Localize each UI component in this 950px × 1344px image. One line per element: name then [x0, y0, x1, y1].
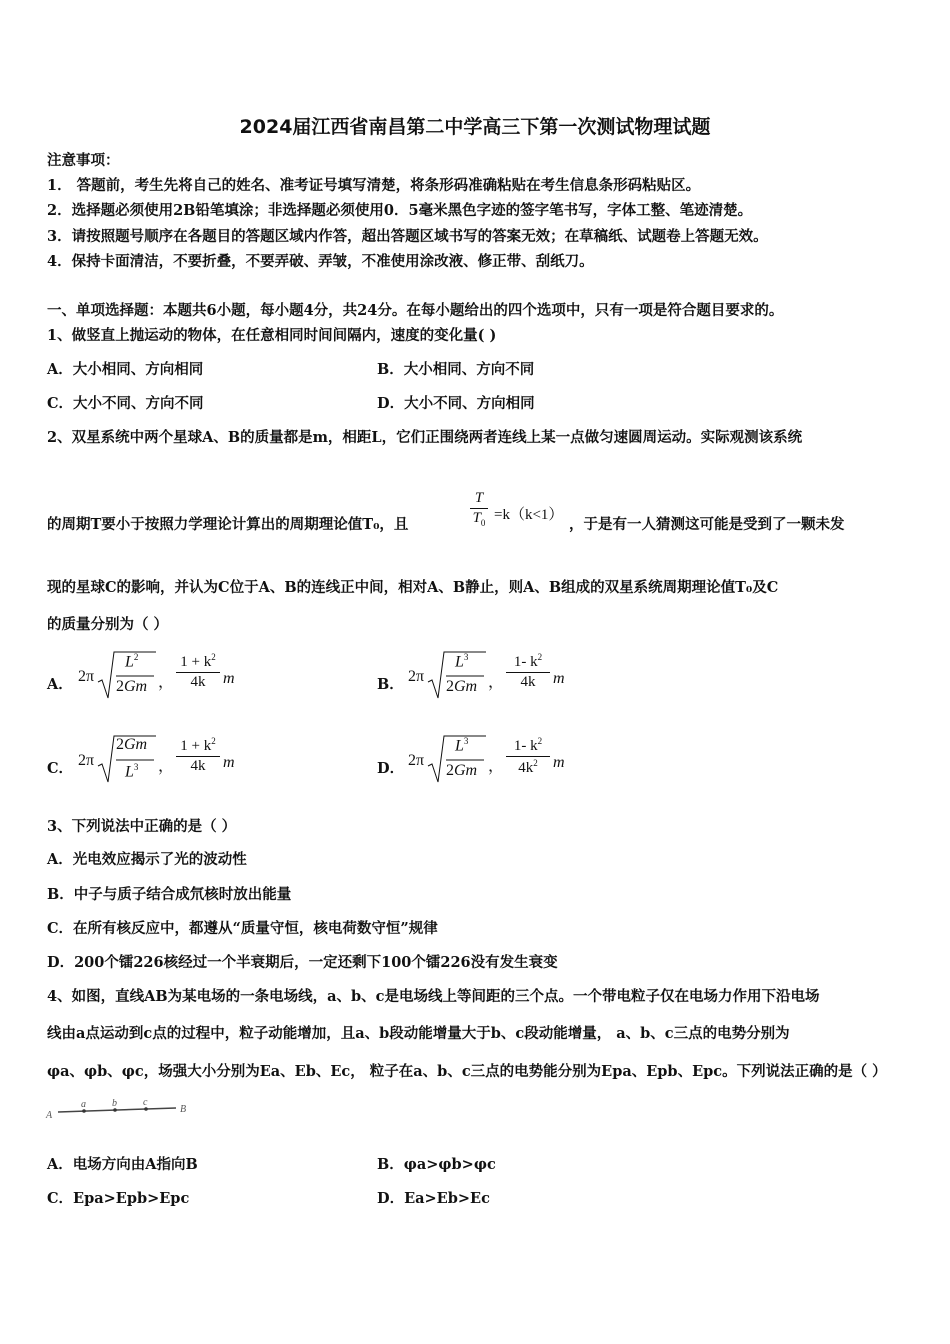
- q2-option-b-2pi: 2π: [408, 668, 425, 685]
- q2-line-1: 2、双星系统中两个星球A、B的质量都是m，相距L，它们正围绕两者连线上某一点做匀速圆周运动。实际观测该系统: [47, 429, 803, 446]
- q4-field-line-figure: [44, 1097, 194, 1121]
- q4-line-1: 4、如图，直线AB为某电场的一条电场线，a、b、c是电场线上等间距的三个点。一个带电粒子仅在电场力作用下沿电场: [47, 988, 820, 1005]
- q2-option-b-sqrt-num: $L^3$: [455, 652, 469, 671]
- q2-option-d-label: D．: [377, 760, 405, 777]
- q2-option-d-2pi: 2π: [408, 752, 425, 769]
- q3-option-a: A．光电效应揭示了光的波动性: [47, 851, 247, 868]
- q2-option-b-frac: 1- $k^2$ 4k: [506, 652, 550, 691]
- q2-ratio-fraction: T $T_0$: [470, 490, 488, 528]
- q1-option-a: A．大小相同、方向相同: [47, 361, 204, 378]
- q2-option-b-sqrt-den: 2Gm: [446, 678, 478, 695]
- q2-option-d-sqrt-num: $L^3$: [455, 736, 469, 755]
- q2-option-a-2pi: 2π: [78, 668, 95, 685]
- notice-item-4: 4．保持卡面清洁，不要折叠，不要弄破、弄皱，不准使用涂改液、修正带、刮纸刀。: [47, 253, 594, 270]
- notice-item-2: 2．选择题必须使用2B铅笔填涂；非选择题必须使用0．5毫米黑色字迹的签字笔书写，字体工整、笔迹清楚。: [47, 202, 753, 219]
- figure-label-c: c: [143, 1097, 148, 1108]
- q3-option-b: B．中子与质子结合成氘核时放出能量: [47, 886, 292, 903]
- figure-label-A: A: [46, 1110, 53, 1121]
- q2-option-b-m: m: [553, 670, 565, 687]
- q2-option-c-label: C．: [47, 760, 74, 777]
- q2-option-a-sqrt-num: $L^2$: [125, 652, 139, 671]
- page-title: 2024届江西省南昌第二中学高三下第一次测试物理试题: [239, 116, 711, 138]
- q2-line-4: 的质量分别为（ ）: [47, 616, 169, 633]
- q3-stem: 3、下列说法中正确的是（ ）: [47, 818, 237, 835]
- q2-option-b-comma: ，: [488, 674, 505, 691]
- q1-stem: 1、做竖直上抛运动的物体，在任意相同时间间隔内，速度的变化量( ): [47, 327, 497, 344]
- q2-line-2a: 的周期T要小于按照力学理论计算出的周期理论值T₀，且: [47, 516, 409, 533]
- q2-option-a-label: A．: [47, 676, 73, 693]
- q3-option-d: D．200个镭226核经过一个半衰期后，一定还剩下100个镭226没有发生衰变: [47, 954, 558, 971]
- q2-option-d-m: m: [553, 754, 565, 771]
- notice-item-1: 1． 答题前，考生先将自己的姓名、准考证号填写清楚，将条形码准确粘贴在考生信息条形码粘贴区。: [47, 177, 701, 194]
- q4-line-3: φa、φb、φc，场强大小分别为Ea、Eb、Ec， 粒子在a、b、c三点的电势能分别为Epa、Epb、Epc。下列说法正确的是（ ）: [47, 1063, 887, 1080]
- q2-option-d-sqrt-den: 2Gm: [446, 762, 478, 779]
- q4-line-2: 线由a点运动到c点的过程中，粒子动能增加，且a、b段动能增量大于b、c段动能增量， a、b、c三点的电势分别为: [47, 1025, 790, 1042]
- figure-label-a: a: [81, 1099, 86, 1110]
- q2-option-b-label: B．: [377, 676, 404, 693]
- q2-option-c-frac: $1 + k^2$ 4k: [176, 736, 220, 775]
- q2-option-c-2pi: 2π: [78, 752, 95, 769]
- q4-option-b: B．φa>φb>φc: [377, 1156, 496, 1173]
- notice-heading: 注意事项：: [47, 152, 120, 169]
- q1-option-b: B．大小相同、方向不同: [377, 361, 535, 378]
- q2-ratio-rhs: =k（k<1）: [494, 507, 564, 523]
- q1-option-d: D．大小不同、方向相同: [377, 395, 535, 412]
- q2-option-c-comma: ，: [158, 758, 175, 775]
- q2-option-d-frac: 1- $k^2$ $4k^2$: [506, 736, 550, 777]
- q4-option-a: A．电场方向由A指向B: [47, 1156, 198, 1173]
- q1-option-c: C．大小不同、方向不同: [47, 395, 204, 412]
- notice-item-3: 3．请按照题号顺序在各题目的答题区域内作答，超出答题区域书写的答案无效；在草稿纸、试题卷上答题无效。: [47, 228, 768, 245]
- q2-option-a-sqrt-den: 2Gm: [116, 678, 148, 695]
- q2-option-c-sqrt-num: 2Gm: [116, 736, 148, 753]
- q4-option-c: C．Epa>Epb>Epc: [47, 1190, 190, 1207]
- q2-option-a-comma: ，: [158, 674, 175, 691]
- q3-option-c: C．在所有核反应中，都遵从“质量守恒，核电荷数守恒”规律: [47, 920, 438, 937]
- q2-line-2b: ，于是有一人猜测这可能是受到了一颗未发: [569, 516, 845, 533]
- section-heading: 一、单项选择题：本题共6小题，每小题4分，共24分。在每小题给出的四个选项中，只有一项是符合题目要求的。: [47, 302, 784, 319]
- q4-option-d: D．Ea>Eb>Ec: [377, 1190, 490, 1207]
- figure-label-B: B: [180, 1104, 187, 1115]
- q2-option-c-m: m: [223, 754, 235, 771]
- q2-line-3: 现的星球C的影响，并认为C位于A、B的连线正中间，相对A、B静止，则A、B组成的双星系统周期理论值T₀及C: [47, 579, 779, 596]
- q2-option-d-comma: ，: [488, 758, 505, 775]
- figure-label-b: b: [112, 1098, 117, 1109]
- q2-option-a-frac: $1 + k^2$ 4k: [176, 652, 220, 691]
- q2-option-a-m: m: [223, 670, 235, 687]
- q2-option-c-sqrt-den: $L^3$: [125, 762, 139, 781]
